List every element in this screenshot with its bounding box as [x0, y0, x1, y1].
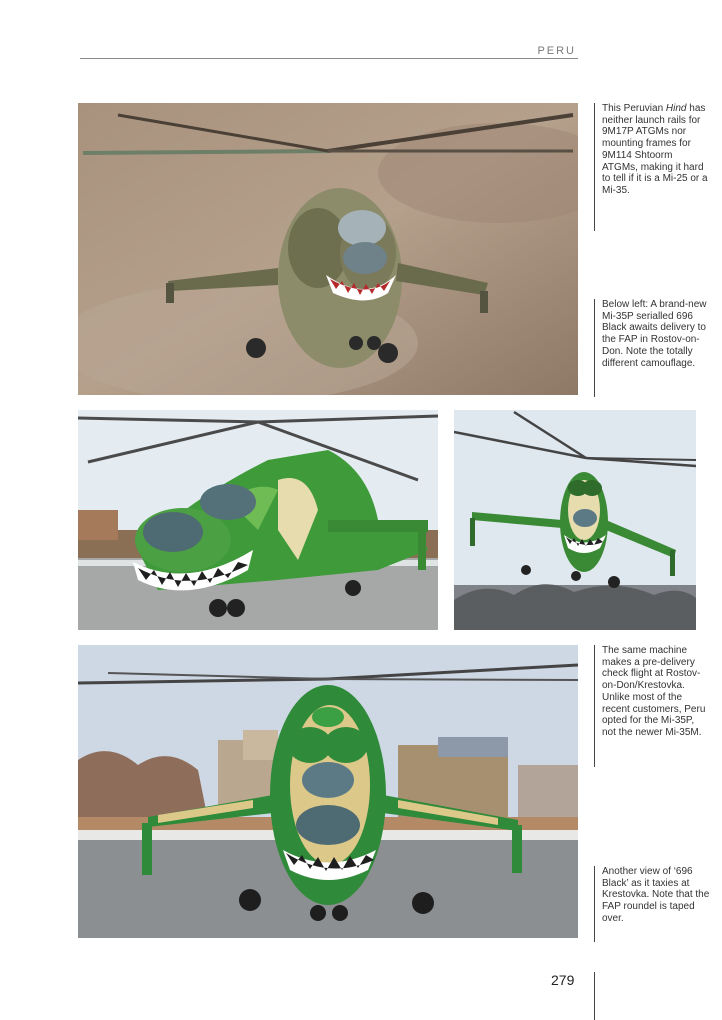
- photo-mi35p-in-flight: [454, 410, 696, 630]
- caption-check-flight: The same machine makes a pre-delivery check flight at Rostov-on-Don/Krestovka. Unlike most of the recent customers, Peru opted for the Mi-35P, not the newer Mi-35M.: [594, 645, 710, 767]
- header-rule: [80, 58, 578, 59]
- page-number-rule: [594, 972, 595, 1020]
- caption-taxiing: Another view of ‘696 Black’ as it taxies at Krestovka. Note that the FAP roundel is taped over.: [594, 866, 710, 942]
- photo-mi35p-taxiing: [78, 645, 578, 938]
- photo-hovering-hind: [78, 103, 578, 395]
- caption-parked: Below left: A brand-new Mi-35P serialled 696 Black awaits delivery to the FAP in Rostov-on-Don. Note the totally different camouflage.: [594, 299, 710, 397]
- caption-hovering-hind-italic: Hind: [665, 103, 687, 114]
- caption-hovering-hind: [594, 103, 710, 231]
- photo-parked-mi35p: [78, 410, 438, 630]
- caption-hovering-hind-text-b: has neither launch rails for 9M17P ATGMs nor mounting frames for 9M114 Shtoorm ATGMs, making it hard to tell if it is a Mi-25 or a Mi-35.: [602, 103, 708, 196]
- caption-hovering-hind-text-a: This Peruvian: [602, 103, 666, 114]
- section-header: PERU: [537, 45, 576, 57]
- page-number: 279: [551, 972, 575, 988]
